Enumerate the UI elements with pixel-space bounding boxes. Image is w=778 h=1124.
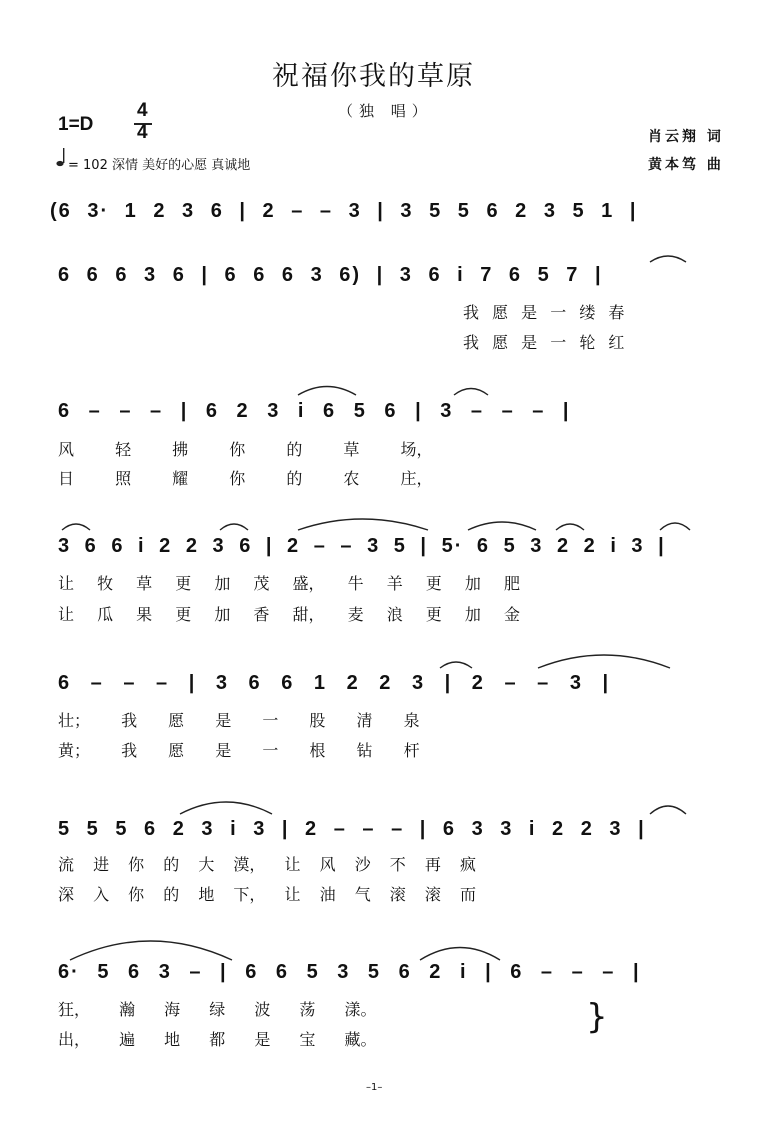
notes-row-4: 3 6 6 i 2 2 3 6 | 2 – – 3 5 | 5· 6 5 3 2 2 i 3 | <box>58 535 666 557</box>
song-title: 祝福你我的草原 <box>272 61 475 92</box>
notes-row-7: 6· 5 6 3 – | 6 6 5 3 5 6 2 i | 6 – – – | <box>58 961 641 983</box>
lyrics-row-5-verse-1: 壮； 我 愿 是 一 股 清 泉 <box>58 711 420 730</box>
notes-row-2: 6 6 6 3 6 | 6 6 6 3 6) | 3 6 i 7 6 5 7 | <box>58 264 603 286</box>
lyrics-row-4-verse-1: 让 牧 草 更 加 茂 盛， 牛 羊 更 加 肥 <box>58 574 520 593</box>
notes-row-3: 6 – – – | 6 2 3 i 6 5 6 | 3 – – – | <box>58 400 571 422</box>
key-signature: 1=D <box>58 114 94 135</box>
performance-type: （独 唱） <box>338 102 433 120</box>
tempo-marking: = 102 深情 美好的心愿 真诚地 <box>68 158 251 173</box>
page-number: –1– <box>366 1082 383 1093</box>
composer-credit: 黄本笃 曲 <box>648 157 724 173</box>
verse-brace: } <box>586 997 608 1037</box>
notes-row-5: 6 – – – | 3 6 6 1 2 2 3 | 2 – – 3 | <box>58 672 611 694</box>
time-signature-top: 4 <box>137 100 148 121</box>
lyrics-row-7-verse-2: 出， 遍 地 都 是 宝 藏。 <box>58 1030 377 1049</box>
notes-row-6: 5 5 5 6 2 3 i 3 | 2 – – – | 6 3 3 i 2 2 3 | <box>58 818 646 840</box>
lyrics-row-6-verse-2: 深 入 你 的 地 下， 让 油 气 滚 滚 而 <box>58 885 476 904</box>
lyrics-row-4-verse-2: 让 瓜 果 更 加 香 甜， 麦 浪 更 加 金 <box>58 605 520 624</box>
lyrics-row-2-verse-1: 我 愿 是 一 缕 春 <box>463 303 625 322</box>
lyrics-row-6-verse-1: 流 进 你 的 大 漠， 让 风 沙 不 再 疯 <box>58 855 476 874</box>
lyricist-credit: 肖云翔 词 <box>648 129 724 145</box>
lyrics-row-5-verse-2: 黄； 我 愿 是 一 根 钻 杆 <box>58 741 420 760</box>
lyrics-row-3-verse-1: 风 轻 拂 你 的 草 场， <box>58 440 433 459</box>
notes-row-1: (6 3· 1 2 3 6 | 2 – – 3 | 3 5 5 6 2 3 5 1 | <box>50 200 638 222</box>
lyrics-row-2-verse-2: 我 愿 是 一 轮 红 <box>463 333 625 352</box>
time-signature-bottom: 4 <box>137 122 148 143</box>
lyrics-row-7-verse-1: 狂， 瀚 海 绿 波 荡 漾。 <box>58 1000 377 1019</box>
lyrics-row-3-verse-2: 日 照 耀 你 的 农 庄， <box>58 469 433 488</box>
